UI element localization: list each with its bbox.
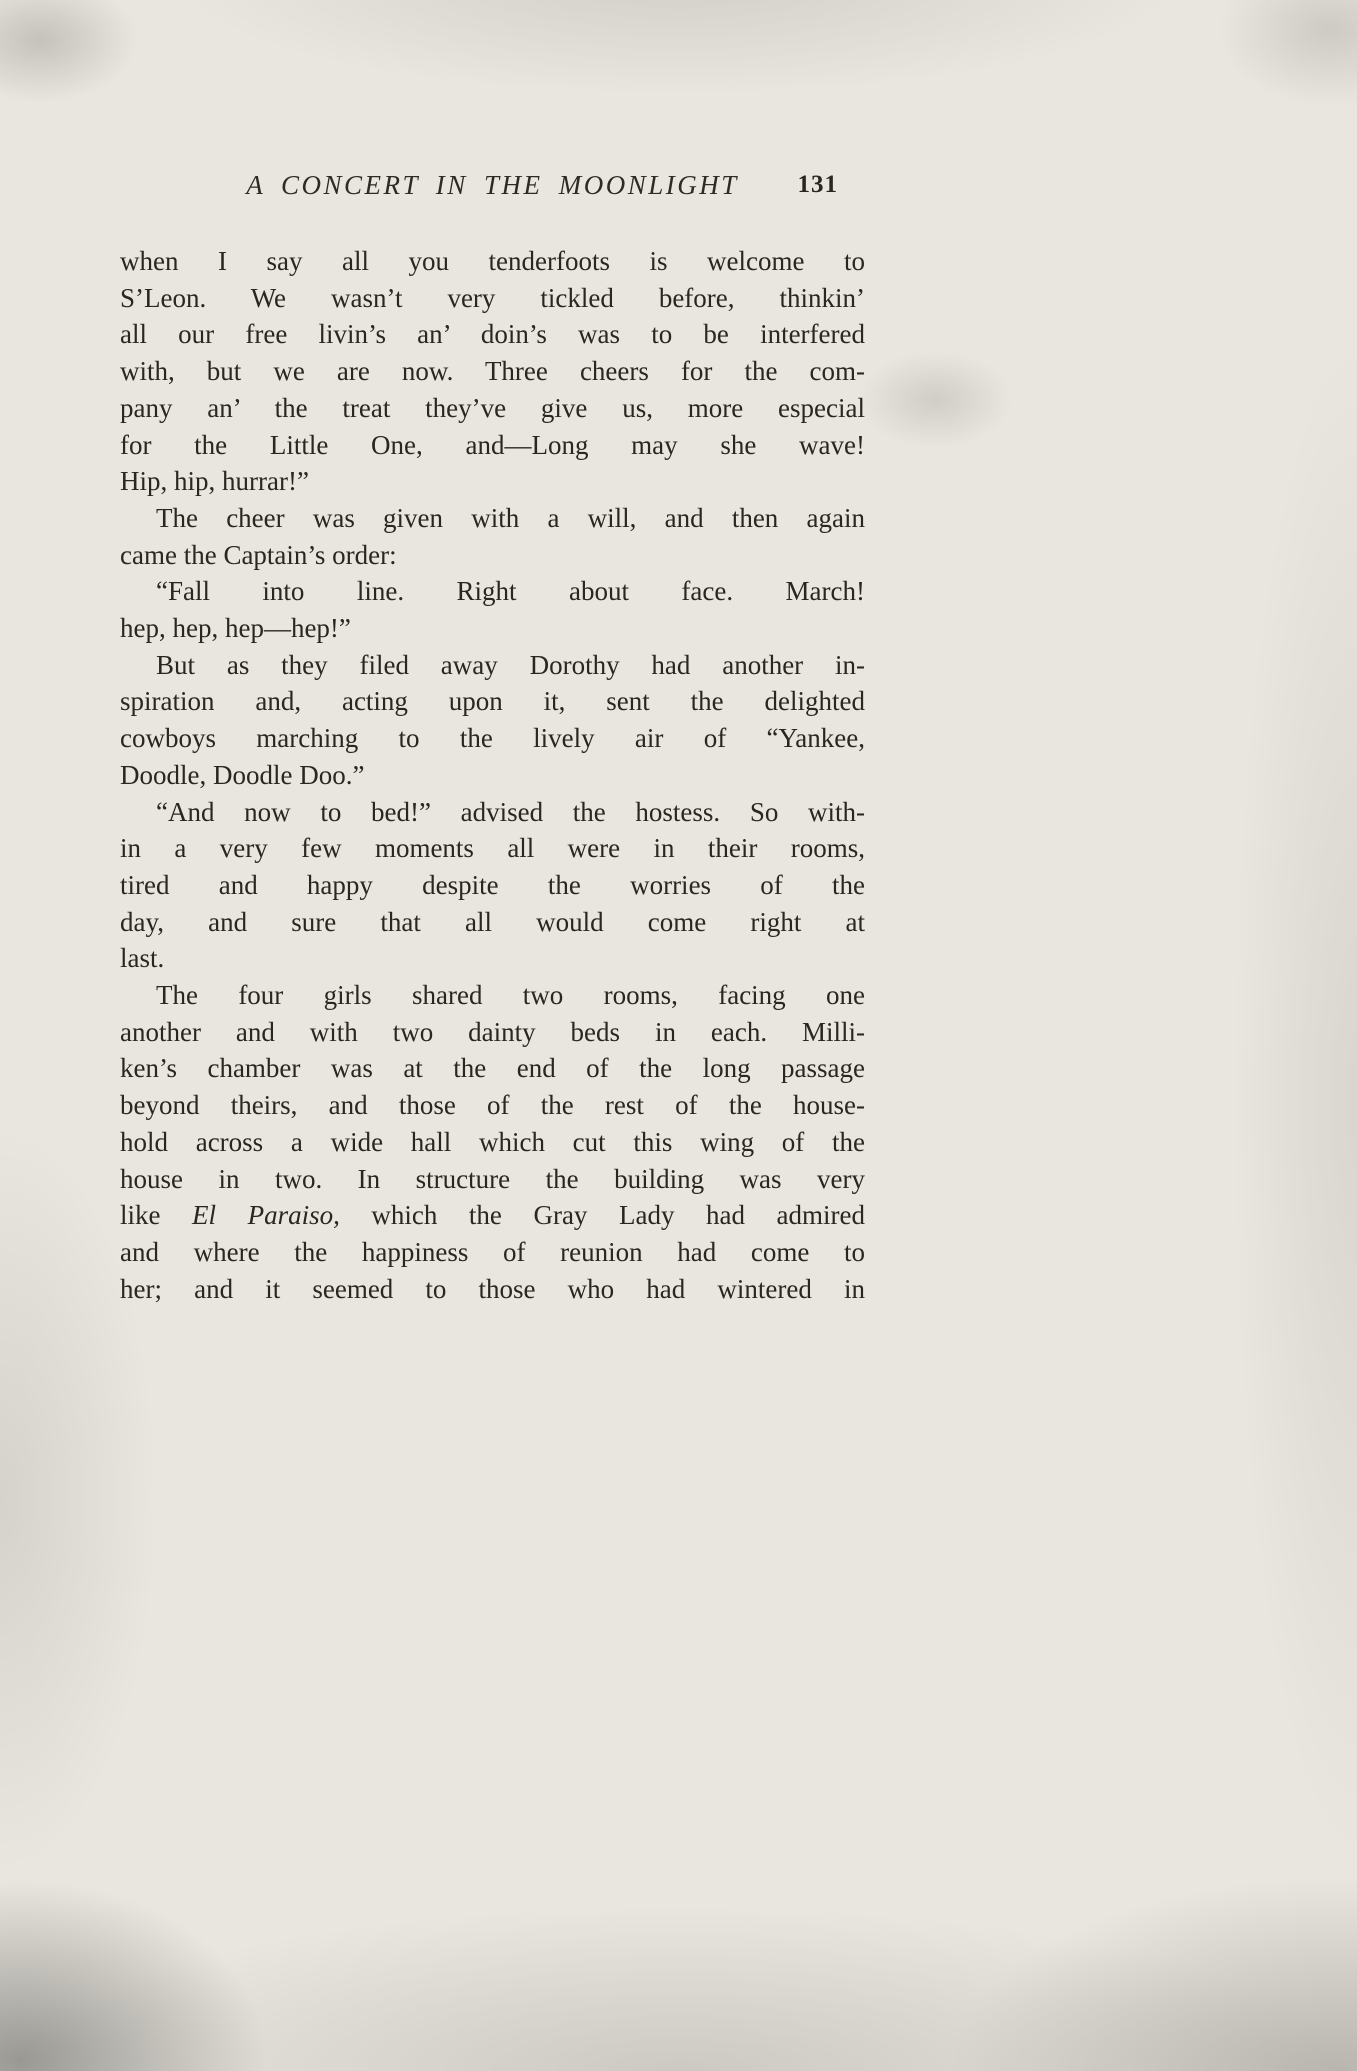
text-segment: But as they filed away Dorothy had another in-: [156, 649, 865, 680]
text-line: [120, 1197, 865, 1234]
text-segment: when I say all you tenderfoots is welcome to: [120, 246, 865, 276]
page-number: 131: [797, 171, 838, 198]
text-segment: spiration and, acting upon it, sent the delighted: [120, 686, 865, 717]
text-line: [120, 573, 865, 610]
text-line: [120, 830, 865, 867]
text-line: [120, 353, 865, 390]
text-line: [120, 683, 865, 720]
text-segment: Doodle, Doodle Doo.”: [120, 759, 365, 790]
text-line: [120, 1050, 865, 1087]
text-segment: for the Little One, and—Long may she wave!: [120, 429, 865, 460]
text-segment: beyond theirs, and those of the rest of the house-: [120, 1090, 865, 1121]
text-line: [120, 904, 865, 941]
paragraph: [120, 647, 865, 794]
italic-text: El Paraiso,: [192, 1200, 340, 1231]
text-segment: which the Gray Lady had admired: [339, 1200, 865, 1231]
text-segment: hep, hep, hep—hep!”: [120, 613, 351, 644]
text-line: [120, 794, 865, 831]
text-line: [120, 1124, 865, 1161]
text-segment: The four girls shared two rooms, facing one: [156, 980, 865, 1011]
paragraph: [120, 500, 865, 573]
text-body: [120, 210, 865, 1307]
text-segment: hold across a wide hall which cut this wing of the: [120, 1126, 865, 1157]
paragraph: [120, 243, 865, 500]
text-line: [120, 537, 865, 574]
text-line: [120, 720, 865, 757]
text-line: [120, 390, 865, 427]
text-segment: came the Captain’s order:: [120, 539, 397, 570]
text-segment: “And now to bed!” advised the hostess. So with-: [156, 796, 865, 827]
text-line: [120, 647, 865, 684]
text-line: [120, 316, 865, 353]
text-segment: last.: [120, 943, 165, 974]
text-line: [120, 1087, 865, 1124]
text-segment: with, but we are now. Three cheers for the com-: [120, 356, 865, 387]
paragraph: [120, 573, 865, 646]
paragraph: [120, 977, 865, 1307]
text-line: [120, 940, 865, 977]
text-line: [120, 1161, 865, 1198]
text-line: [120, 977, 865, 1014]
text-segment: all our free livin’s an’ doin’s was to be interfered: [120, 319, 865, 350]
text-segment: like: [120, 1200, 193, 1231]
text-segment: The cheer was given with a will, and then again: [156, 502, 865, 533]
text-segment: ken’s chamber was at the end of the long passage: [120, 1053, 865, 1084]
text-segment: and where the happiness of reunion had come to: [120, 1236, 865, 1267]
text-segment: day, and sure that all would come right at: [120, 906, 865, 937]
text-segment: her; and it seemed to those who had wintered in: [120, 1273, 865, 1304]
text-line: [120, 463, 865, 500]
text-line: [120, 867, 865, 904]
text-segment: “Fall into line. Right about face. March!: [156, 576, 865, 607]
text-segment: another and with two dainty beds in each. Milli-: [120, 1016, 865, 1047]
paragraph: [120, 794, 865, 978]
text-segment: tired and happy despite the worries of the: [120, 869, 865, 900]
text-segment: pany an’ the treat they’ve give us, more especial: [120, 392, 865, 423]
text-segment: S’Leon. We wasn’t very tickled before, thinkin’: [120, 282, 865, 313]
text-segment: cowboys marching to the lively air of “Yankee,: [120, 723, 865, 754]
running-header: [120, 170, 865, 210]
text-segment: Hip, hip, hurrar!”: [120, 466, 309, 497]
text-line: [120, 500, 865, 537]
text-line: [120, 757, 865, 794]
text-line: [120, 243, 865, 280]
text-segment: house in two. In structure the building was very: [120, 1163, 865, 1194]
text-line: [120, 610, 865, 647]
text-line: [120, 1014, 865, 1051]
text-segment: in a very few moments all were in their rooms,: [120, 833, 865, 864]
text-line: [120, 280, 865, 317]
text-line: [120, 1271, 865, 1308]
text-line: [120, 1234, 865, 1271]
text-block: [120, 170, 865, 1307]
running-header-title: A CONCERT IN THE MOONLIGHT: [246, 170, 739, 200]
text-line: [120, 427, 865, 464]
